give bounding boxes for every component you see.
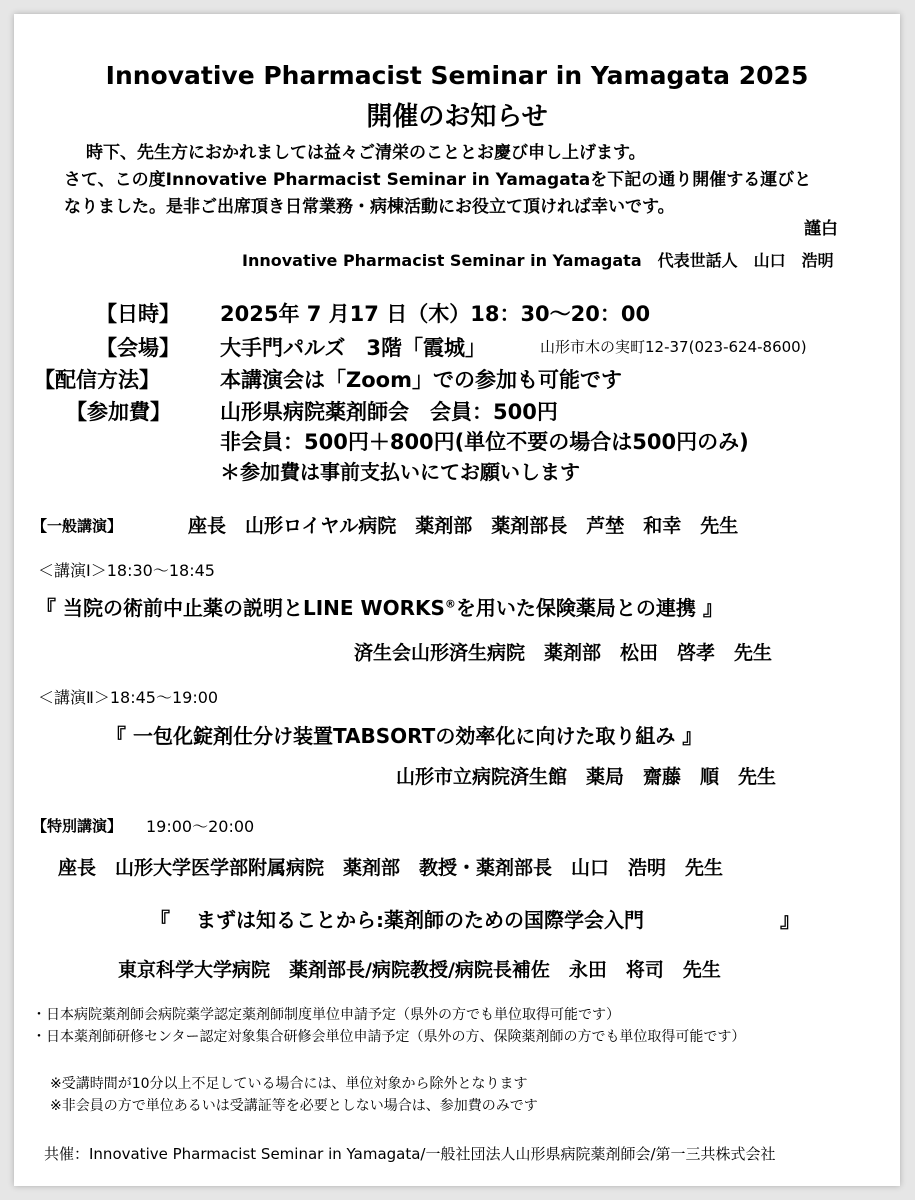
lecture1-title: 『 当院の術前中止薬の説明とLINE WORKS®を用いた保険薬局との連携 』: [36, 596, 723, 620]
venue-label: 【会場】: [96, 336, 180, 360]
lecture1-session: ＜講演Ⅰ＞18:30～18:45: [38, 561, 215, 580]
credit-note-1: ・日本病院薬剤師会病院薬学認定薬剤師制度単位申請予定（県外の方でも単位取得可能です）: [32, 1007, 620, 1023]
signature: Innovative Pharmacist Seminar in Yamagata 代表世話人 山口 浩明: [242, 251, 834, 270]
fee-nonmember: 非会員：500円＋800円(単位不要の場合は500円のみ): [220, 430, 749, 454]
general-chair: 座長 山形ロイヤル病院 薬剤部 薬剤部長 芦埜 和幸 先生: [188, 515, 739, 537]
special-title: まずは知ることから:薬剤師のための国際学会入門: [196, 908, 644, 932]
stream-value: 本講演会は「Zoom」での参加も可能です: [220, 368, 622, 392]
closing: 謹白: [804, 219, 838, 239]
venue-value: 大手門パルズ 3階「霞城」: [220, 336, 486, 360]
date-value: 2025年 7 月17 日（木）18：30～20：00: [220, 302, 651, 326]
remark-2: ※非会員の方で単位あるいは受講証等を必要としない場合は、参加費のみです: [50, 1098, 538, 1114]
special-chair: 座長 山形大学医学部附属病院 薬剤部 教授・薬剤部長 山口 浩明 先生: [58, 857, 724, 879]
intro-line-2: さて、この度Innovative Pharmacist Seminar in Yamagataを下記の通り開催する運びと: [64, 170, 812, 190]
special-label: 【特別講演】: [32, 817, 123, 835]
special-title-open: 『: [150, 908, 170, 932]
stream-label: 【配信方法】: [34, 368, 160, 392]
general-label: 【一般講演】: [32, 517, 123, 535]
special-speaker: 東京科学大学病院 薬剤部長/病院教授/病院長補佐 永田 将司 先生: [118, 959, 721, 981]
title-ja: 開催のお知らせ: [366, 102, 548, 132]
lecture2-title: 『 一包化錠剤仕分け装置TABSORTの効率化に向けた取り組み 』: [106, 724, 703, 748]
lecture2-session: ＜講演Ⅱ＞18:45～19:00: [38, 688, 219, 707]
intro-line-1: 時下、先生方におかれましては益々ご清栄のこととお慶び申し上げます。: [86, 143, 646, 163]
venue-address: 山形市木の実町12-37(023-624-8600): [540, 338, 807, 356]
fee-member: 山形県病院薬剤師会 会員：500円: [220, 400, 558, 424]
special-title-close: 』: [780, 908, 800, 932]
lecture1-speaker: 済生会山形済生病院 薬剤部 松田 啓孝 先生: [354, 642, 773, 664]
special-time: 19:00～20:00: [146, 817, 255, 836]
remark-1: ※受講時間が10分以上不足している場合には、単位対象から除外となります: [50, 1076, 528, 1092]
intro-line-3: なりました。是非ご出席頂き日常業務・病棟活動にお役立て頂ければ幸いです。: [64, 197, 675, 217]
date-label: 【日時】: [96, 302, 180, 326]
flyer-page: [14, 14, 900, 1186]
title-en: Innovative Pharmacist Seminar in Yamagata 2025: [105, 61, 809, 90]
fee-note: ＊参加費は事前支払いにてお願いします: [220, 460, 580, 484]
fee-label: 【参加費】: [66, 400, 171, 424]
lecture2-speaker: 山形市立病院済生館 薬局 齋藤 順 先生: [396, 766, 777, 788]
cohost-footer: 共催：Innovative Pharmacist Seminar in Yamagata/一般社団法人山形県病院薬剤師会/第一三共株式会社: [44, 1145, 776, 1163]
credit-note-2: ・日本薬剤師研修センター認定対象集合研修会単位申請予定（県外の方、保険薬剤師の方でも単位取得可能です）: [32, 1029, 746, 1045]
